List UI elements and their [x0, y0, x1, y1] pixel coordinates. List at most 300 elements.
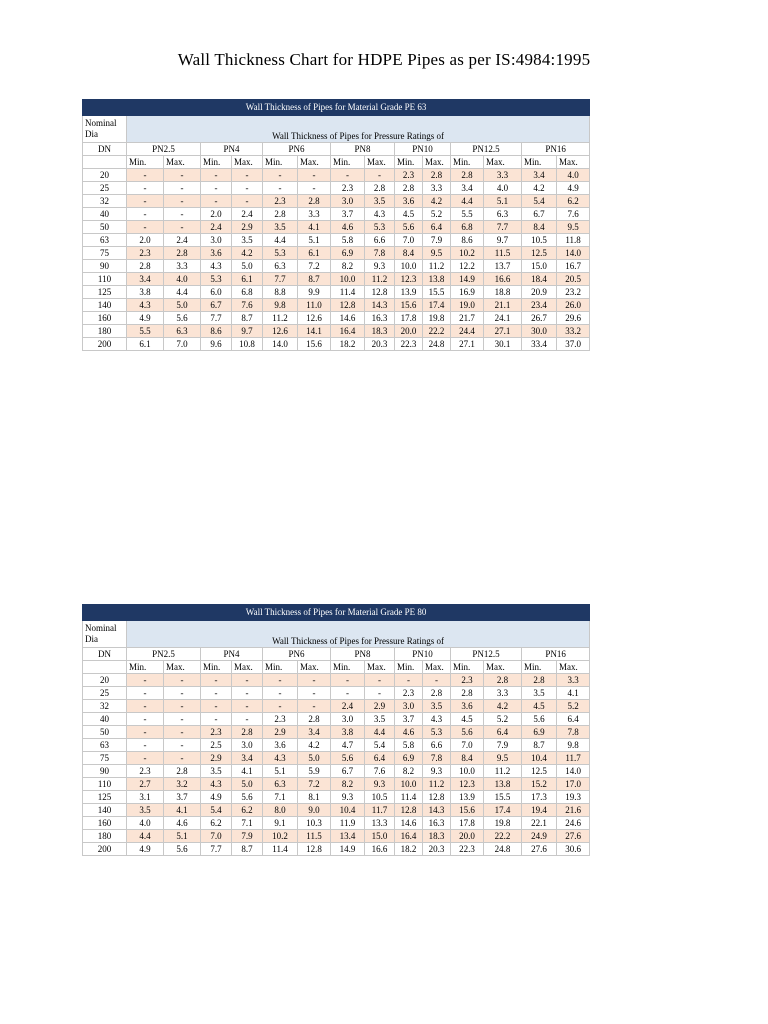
thickness-cell: 3.3: [557, 674, 590, 687]
thickness-cell: 11.0: [298, 299, 331, 312]
thickness-cell: -: [164, 169, 201, 182]
thickness-cell: -: [127, 739, 164, 752]
dn-cell: 40: [83, 713, 127, 726]
thickness-cell: 12.3: [451, 778, 484, 791]
dn-cell: 90: [83, 765, 127, 778]
table-title: Wall Thickness of Pipes for Material Grade PE 63: [83, 100, 590, 116]
thickness-cell: 8.7: [232, 843, 263, 856]
thickness-cell: 18.2: [331, 338, 365, 351]
thickness-cell: 9.6: [201, 338, 232, 351]
thickness-cell: 11.7: [365, 804, 395, 817]
thickness-cell: 12.8: [395, 804, 423, 817]
thickness-cell: 18.3: [365, 325, 395, 338]
thickness-cell: 20.0: [451, 830, 484, 843]
thickness-cell: 7.8: [557, 726, 590, 739]
thickness-cell: 9.3: [331, 791, 365, 804]
dn-cell: 32: [83, 700, 127, 713]
thickness-cell: 2.8: [298, 713, 331, 726]
thickness-cell: 5.3: [201, 273, 232, 286]
thickness-cell: 10.2: [451, 247, 484, 260]
thickness-cell: 6.9: [331, 247, 365, 260]
thickness-cell: -: [164, 700, 201, 713]
thickness-cell: 8.2: [395, 765, 423, 778]
thickness-cell: 4.0: [557, 169, 590, 182]
max-header: Max.: [557, 156, 590, 169]
thickness-cell: 14.0: [557, 247, 590, 260]
thickness-cell: 12.2: [451, 260, 484, 273]
dn-cell: 110: [83, 273, 127, 286]
table-row: [83, 687, 590, 700]
thickness-cell: 9.3: [365, 778, 395, 791]
thickness-cell: 2.3: [127, 247, 164, 260]
thickness-cell: -: [263, 169, 298, 182]
min-header: Min.: [331, 661, 365, 674]
thickness-cell: 6.9: [522, 726, 557, 739]
thickness-cell: 10.8: [232, 338, 263, 351]
thickness-cell: 21.7: [451, 312, 484, 325]
table-row: [83, 286, 590, 299]
thickness-cell: 5.6: [232, 791, 263, 804]
thickness-cell: 24.9: [522, 830, 557, 843]
thickness-cell: 2.8: [127, 260, 164, 273]
thickness-cell: 4.1: [557, 687, 590, 700]
thickness-cell: 13.9: [395, 286, 423, 299]
table-row: [83, 765, 590, 778]
thickness-cell: 15.0: [365, 830, 395, 843]
thickness-cell: 13.8: [423, 273, 451, 286]
thickness-cell: -: [164, 221, 201, 234]
thickness-cell: 15.6: [395, 299, 423, 312]
thickness-cell: -: [263, 674, 298, 687]
thickness-cell: 9.3: [423, 765, 451, 778]
thickness-cell: 4.5: [522, 700, 557, 713]
thickness-cell: 6.7: [201, 299, 232, 312]
min-header: Min.: [331, 156, 365, 169]
thickness-cell: -: [127, 208, 164, 221]
thickness-cell: 15.0: [522, 260, 557, 273]
thickness-cell: 3.4: [127, 273, 164, 286]
thickness-cell: 3.0: [395, 700, 423, 713]
table-row: [83, 752, 590, 765]
pressure-rating-header: PN10: [395, 648, 451, 661]
thickness-cell: 5.1: [298, 234, 331, 247]
thickness-cell: -: [331, 169, 365, 182]
thickness-cell: 14.3: [423, 804, 451, 817]
pressure-rating-header: PN16: [522, 143, 590, 156]
thickness-cell: 3.8: [331, 726, 365, 739]
thickness-cell: 5.3: [365, 221, 395, 234]
thickness-cell: 3.5: [365, 195, 395, 208]
thickness-cell: -: [232, 169, 263, 182]
dn-cell: 140: [83, 299, 127, 312]
pressure-ratings-caption: Wall Thickness of Pipes for Pressure Ratings of: [127, 116, 590, 143]
thickness-cell: 18.2: [395, 843, 423, 856]
thickness-cell: 6.1: [232, 273, 263, 286]
thickness-cell: 8.4: [451, 752, 484, 765]
thickness-cell: 17.8: [451, 817, 484, 830]
thickness-cell: 7.6: [557, 208, 590, 221]
table-row: [83, 195, 590, 208]
thickness-cell: 15.5: [423, 286, 451, 299]
thickness-cell: -: [298, 700, 331, 713]
thickness-cell: 8.7: [522, 739, 557, 752]
thickness-cell: 7.7: [263, 273, 298, 286]
thickness-cell: 4.0: [127, 817, 164, 830]
thickness-cell: 6.4: [365, 752, 395, 765]
min-header: Min.: [127, 661, 164, 674]
pressure-rating-header: PN2.5: [127, 648, 201, 661]
thickness-cell: 7.0: [451, 739, 484, 752]
thickness-cell: 12.5: [522, 247, 557, 260]
thickness-cell: 16.3: [365, 312, 395, 325]
thickness-cell: 14.0: [557, 765, 590, 778]
pressure-rating-header: PN8: [331, 143, 395, 156]
thickness-cell: 11.5: [484, 247, 522, 260]
thickness-cell: 14.0: [263, 338, 298, 351]
thickness-cell: 4.2: [522, 182, 557, 195]
thickness-cell: 3.8: [127, 286, 164, 299]
table-row: [83, 778, 590, 791]
thickness-cell: -: [127, 221, 164, 234]
thickness-cell: 12.8: [331, 299, 365, 312]
thickness-cell: 5.1: [164, 830, 201, 843]
thickness-cell: 3.5: [522, 687, 557, 700]
thickness-cell: 24.6: [557, 817, 590, 830]
thickness-cell: 4.7: [331, 739, 365, 752]
thickness-cell: 3.5: [127, 804, 164, 817]
thickness-cell: 2.3: [395, 687, 423, 700]
thickness-cell: -: [164, 739, 201, 752]
thickness-cell: 11.4: [331, 286, 365, 299]
table-row: [83, 182, 590, 195]
thickness-cell: 12.8: [298, 843, 331, 856]
thickness-cell: 10.2: [263, 830, 298, 843]
thickness-cell: 3.6: [263, 739, 298, 752]
pressure-rating-header: PN16: [522, 648, 590, 661]
pressure-rating-header: PN4: [201, 143, 263, 156]
max-header: Max.: [365, 156, 395, 169]
pressure-rating-header: PN2.5: [127, 143, 201, 156]
thickness-cell: 2.8: [451, 687, 484, 700]
thickness-cell: 5.0: [232, 778, 263, 791]
thickness-cell: 5.8: [395, 739, 423, 752]
thickness-cell: 14.3: [365, 299, 395, 312]
thickness-cell: 3.3: [298, 208, 331, 221]
thickness-cell: 7.1: [232, 817, 263, 830]
min-header: Min.: [451, 156, 484, 169]
thickness-cell: 13.3: [365, 817, 395, 830]
thickness-cell: 4.3: [127, 299, 164, 312]
thickness-cell: 4.3: [201, 778, 232, 791]
thickness-cell: -: [164, 674, 201, 687]
thickness-cell: 12.6: [298, 312, 331, 325]
dn-cell: 140: [83, 804, 127, 817]
table-row: [83, 791, 590, 804]
thickness-cell: 5.0: [298, 752, 331, 765]
thickness-cell: -: [331, 674, 365, 687]
thickness-cell: 17.3: [522, 791, 557, 804]
dn-cell: 20: [83, 674, 127, 687]
thickness-cell: 4.5: [395, 208, 423, 221]
min-header: Min.: [201, 661, 232, 674]
dn-cell: 75: [83, 247, 127, 260]
thickness-cell: 4.2: [298, 739, 331, 752]
thickness-cell: -: [232, 195, 263, 208]
thickness-cell: 22.2: [484, 830, 522, 843]
thickness-cell: 6.4: [484, 726, 522, 739]
thickness-cell: 9.7: [484, 234, 522, 247]
dn-cell: 50: [83, 221, 127, 234]
pressure-rating-header: PN6: [263, 648, 331, 661]
thickness-cell: 7.9: [484, 739, 522, 752]
thickness-cell: 2.3: [331, 182, 365, 195]
thickness-cell: 22.3: [451, 843, 484, 856]
thickness-cell: 26.7: [522, 312, 557, 325]
blank-cell: [83, 661, 127, 674]
thickness-cell: 16.6: [484, 273, 522, 286]
thickness-cell: 16.3: [423, 817, 451, 830]
thickness-cell: 3.4: [232, 752, 263, 765]
thickness-cell: 11.4: [263, 843, 298, 856]
table-row: [83, 674, 590, 687]
dn-cell: 125: [83, 791, 127, 804]
table-row: [83, 299, 590, 312]
thickness-cell: 5.6: [164, 312, 201, 325]
thickness-cell: 16.7: [557, 260, 590, 273]
max-header: Max.: [484, 661, 522, 674]
dn-cell: 20: [83, 169, 127, 182]
thickness-cell: -: [395, 674, 423, 687]
thickness-cell: 3.5: [232, 234, 263, 247]
thickness-cell: 17.0: [557, 778, 590, 791]
thickness-cell: 20.3: [365, 338, 395, 351]
thickness-cell: 7.0: [164, 338, 201, 351]
thickness-cell: 6.8: [232, 286, 263, 299]
thickness-cell: 4.2: [423, 195, 451, 208]
thickness-cell: -: [232, 674, 263, 687]
thickness-cell: 4.6: [395, 726, 423, 739]
table-row: [83, 700, 590, 713]
dn-header: DN: [83, 648, 127, 661]
thickness-cell: 37.0: [557, 338, 590, 351]
thickness-cell: -: [201, 195, 232, 208]
table-row: [83, 843, 590, 856]
max-header: Max.: [164, 156, 201, 169]
thickness-cell: 4.3: [423, 713, 451, 726]
thickness-cell: 6.2: [557, 195, 590, 208]
thickness-cell: 10.4: [522, 752, 557, 765]
thickness-cell: 2.4: [164, 234, 201, 247]
dn-cell: 75: [83, 752, 127, 765]
thickness-cell: 9.5: [557, 221, 590, 234]
dn-cell: 200: [83, 843, 127, 856]
thickness-cell: -: [263, 182, 298, 195]
dn-cell: 160: [83, 312, 127, 325]
thickness-cell: 3.5: [365, 713, 395, 726]
thickness-cell: 20.5: [557, 273, 590, 286]
thickness-cell: 19.3: [557, 791, 590, 804]
min-header: Min.: [395, 661, 423, 674]
thickness-cell: 30.1: [484, 338, 522, 351]
pressure-rating-header: PN6: [263, 143, 331, 156]
thickness-cell: 16.9: [451, 286, 484, 299]
table-row: [83, 247, 590, 260]
thickness-cell: 2.8: [395, 182, 423, 195]
max-header: Max.: [298, 156, 331, 169]
thickness-cell: 30.0: [522, 325, 557, 338]
thickness-cell: 11.2: [484, 765, 522, 778]
thickness-cell: 7.7: [201, 843, 232, 856]
max-header: Max.: [298, 661, 331, 674]
thickness-cell: 10.5: [522, 234, 557, 247]
thickness-cell: 10.3: [298, 817, 331, 830]
thickness-cell: 5.6: [451, 726, 484, 739]
thickness-cell: 3.7: [395, 713, 423, 726]
thickness-cell: 5.5: [127, 325, 164, 338]
thickness-cell: 2.3: [263, 195, 298, 208]
thickness-cell: 2.3: [201, 726, 232, 739]
thickness-cell: -: [164, 208, 201, 221]
thickness-cell: 22.2: [423, 325, 451, 338]
thickness-cell: -: [263, 700, 298, 713]
thickness-cell: 11.2: [423, 260, 451, 273]
thickness-cell: -: [201, 700, 232, 713]
thickness-cell: 15.2: [522, 778, 557, 791]
thickness-cell: -: [365, 169, 395, 182]
thickness-cell: 17.4: [423, 299, 451, 312]
thickness-cell: 2.9: [263, 726, 298, 739]
table-title: Wall Thickness of Pipes for Material Grade PE 80: [83, 605, 590, 621]
thickness-cell: 7.2: [298, 778, 331, 791]
thickness-cell: 13.7: [484, 260, 522, 273]
thickness-cell: 6.2: [232, 804, 263, 817]
thickness-cell: 5.3: [263, 247, 298, 260]
thickness-cell: 2.9: [365, 700, 395, 713]
thickness-cell: 4.3: [263, 752, 298, 765]
thickness-cell: 10.0: [395, 260, 423, 273]
thickness-cell: -: [127, 182, 164, 195]
thickness-cell: 7.9: [423, 234, 451, 247]
thickness-cell: 6.3: [263, 260, 298, 273]
thickness-cell: 6.8: [451, 221, 484, 234]
dn-cell: 63: [83, 739, 127, 752]
dn-cell: 180: [83, 325, 127, 338]
thickness-cell: -: [201, 674, 232, 687]
max-header: Max.: [365, 661, 395, 674]
thickness-cell: 8.4: [395, 247, 423, 260]
thickness-cell: 5.2: [484, 713, 522, 726]
wall-thickness-table-1: [82, 99, 590, 351]
table-row: [83, 713, 590, 726]
dn-cell: 110: [83, 778, 127, 791]
thickness-cell: 18.3: [423, 830, 451, 843]
thickness-cell: 2.8: [451, 169, 484, 182]
thickness-cell: 3.0: [232, 739, 263, 752]
thickness-cell: 2.9: [201, 752, 232, 765]
thickness-cell: 6.3: [484, 208, 522, 221]
thickness-cell: 5.2: [557, 700, 590, 713]
thickness-cell: 4.4: [451, 195, 484, 208]
thickness-cell: 22.3: [395, 338, 423, 351]
thickness-cell: 5.4: [522, 195, 557, 208]
thickness-cell: 9.9: [298, 286, 331, 299]
thickness-cell: 4.9: [127, 312, 164, 325]
min-header: Min.: [395, 156, 423, 169]
pressure-ratings-caption: Wall Thickness of Pipes for Pressure Ratings of: [127, 621, 590, 648]
thickness-cell: 16.4: [331, 325, 365, 338]
thickness-cell: 3.0: [331, 195, 365, 208]
thickness-cell: 3.6: [395, 195, 423, 208]
thickness-cell: 20.3: [423, 843, 451, 856]
thickness-cell: 3.0: [201, 234, 232, 247]
thickness-cell: 2.0: [127, 234, 164, 247]
thickness-cell: 11.8: [557, 234, 590, 247]
thickness-cell: 19.4: [522, 804, 557, 817]
dn-cell: 160: [83, 817, 127, 830]
thickness-cell: 30.6: [557, 843, 590, 856]
thickness-cell: -: [164, 195, 201, 208]
min-header: Min.: [522, 156, 557, 169]
thickness-cell: 15.6: [298, 338, 331, 351]
thickness-cell: 8.6: [451, 234, 484, 247]
thickness-cell: 19.0: [451, 299, 484, 312]
pressure-rating-header: PN10: [395, 143, 451, 156]
thickness-cell: 9.0: [298, 804, 331, 817]
thickness-cell: 2.8: [423, 169, 451, 182]
thickness-cell: -: [201, 687, 232, 700]
thickness-cell: 24.1: [484, 312, 522, 325]
thickness-cell: 14.6: [395, 817, 423, 830]
thickness-cell: 2.4: [232, 208, 263, 221]
thickness-cell: -: [365, 674, 395, 687]
thickness-cell: 20.0: [395, 325, 423, 338]
thickness-cell: 4.6: [331, 221, 365, 234]
thickness-cell: 8.6: [201, 325, 232, 338]
thickness-cell: 16.6: [365, 843, 395, 856]
thickness-cell: 2.8: [522, 674, 557, 687]
thickness-cell: -: [127, 726, 164, 739]
table-row: [83, 208, 590, 221]
thickness-cell: 5.1: [263, 765, 298, 778]
thickness-cell: 7.1: [263, 791, 298, 804]
thickness-cell: 4.5: [451, 713, 484, 726]
thickness-cell: 4.4: [127, 830, 164, 843]
thickness-cell: 8.7: [232, 312, 263, 325]
thickness-cell: 2.3: [451, 674, 484, 687]
thickness-cell: 14.1: [298, 325, 331, 338]
thickness-cell: 18.4: [522, 273, 557, 286]
thickness-cell: 2.8: [232, 726, 263, 739]
thickness-cell: 2.8: [164, 247, 201, 260]
table-row: [83, 804, 590, 817]
thickness-cell: 7.6: [365, 765, 395, 778]
min-header: Min.: [263, 661, 298, 674]
thickness-cell: 9.7: [232, 325, 263, 338]
thickness-cell: 4.4: [164, 286, 201, 299]
thickness-cell: 19.8: [484, 817, 522, 830]
thickness-cell: -: [298, 674, 331, 687]
thickness-cell: 6.7: [331, 765, 365, 778]
thickness-cell: 11.2: [365, 273, 395, 286]
nominal-dia-header: Nominal Dia: [83, 621, 127, 648]
thickness-cell: 8.2: [331, 778, 365, 791]
thickness-cell: -: [298, 169, 331, 182]
thickness-cell: 6.1: [127, 338, 164, 351]
thickness-cell: 3.3: [484, 687, 522, 700]
min-header: Min.: [201, 156, 232, 169]
thickness-cell: -: [331, 687, 365, 700]
thickness-cell: -: [127, 674, 164, 687]
